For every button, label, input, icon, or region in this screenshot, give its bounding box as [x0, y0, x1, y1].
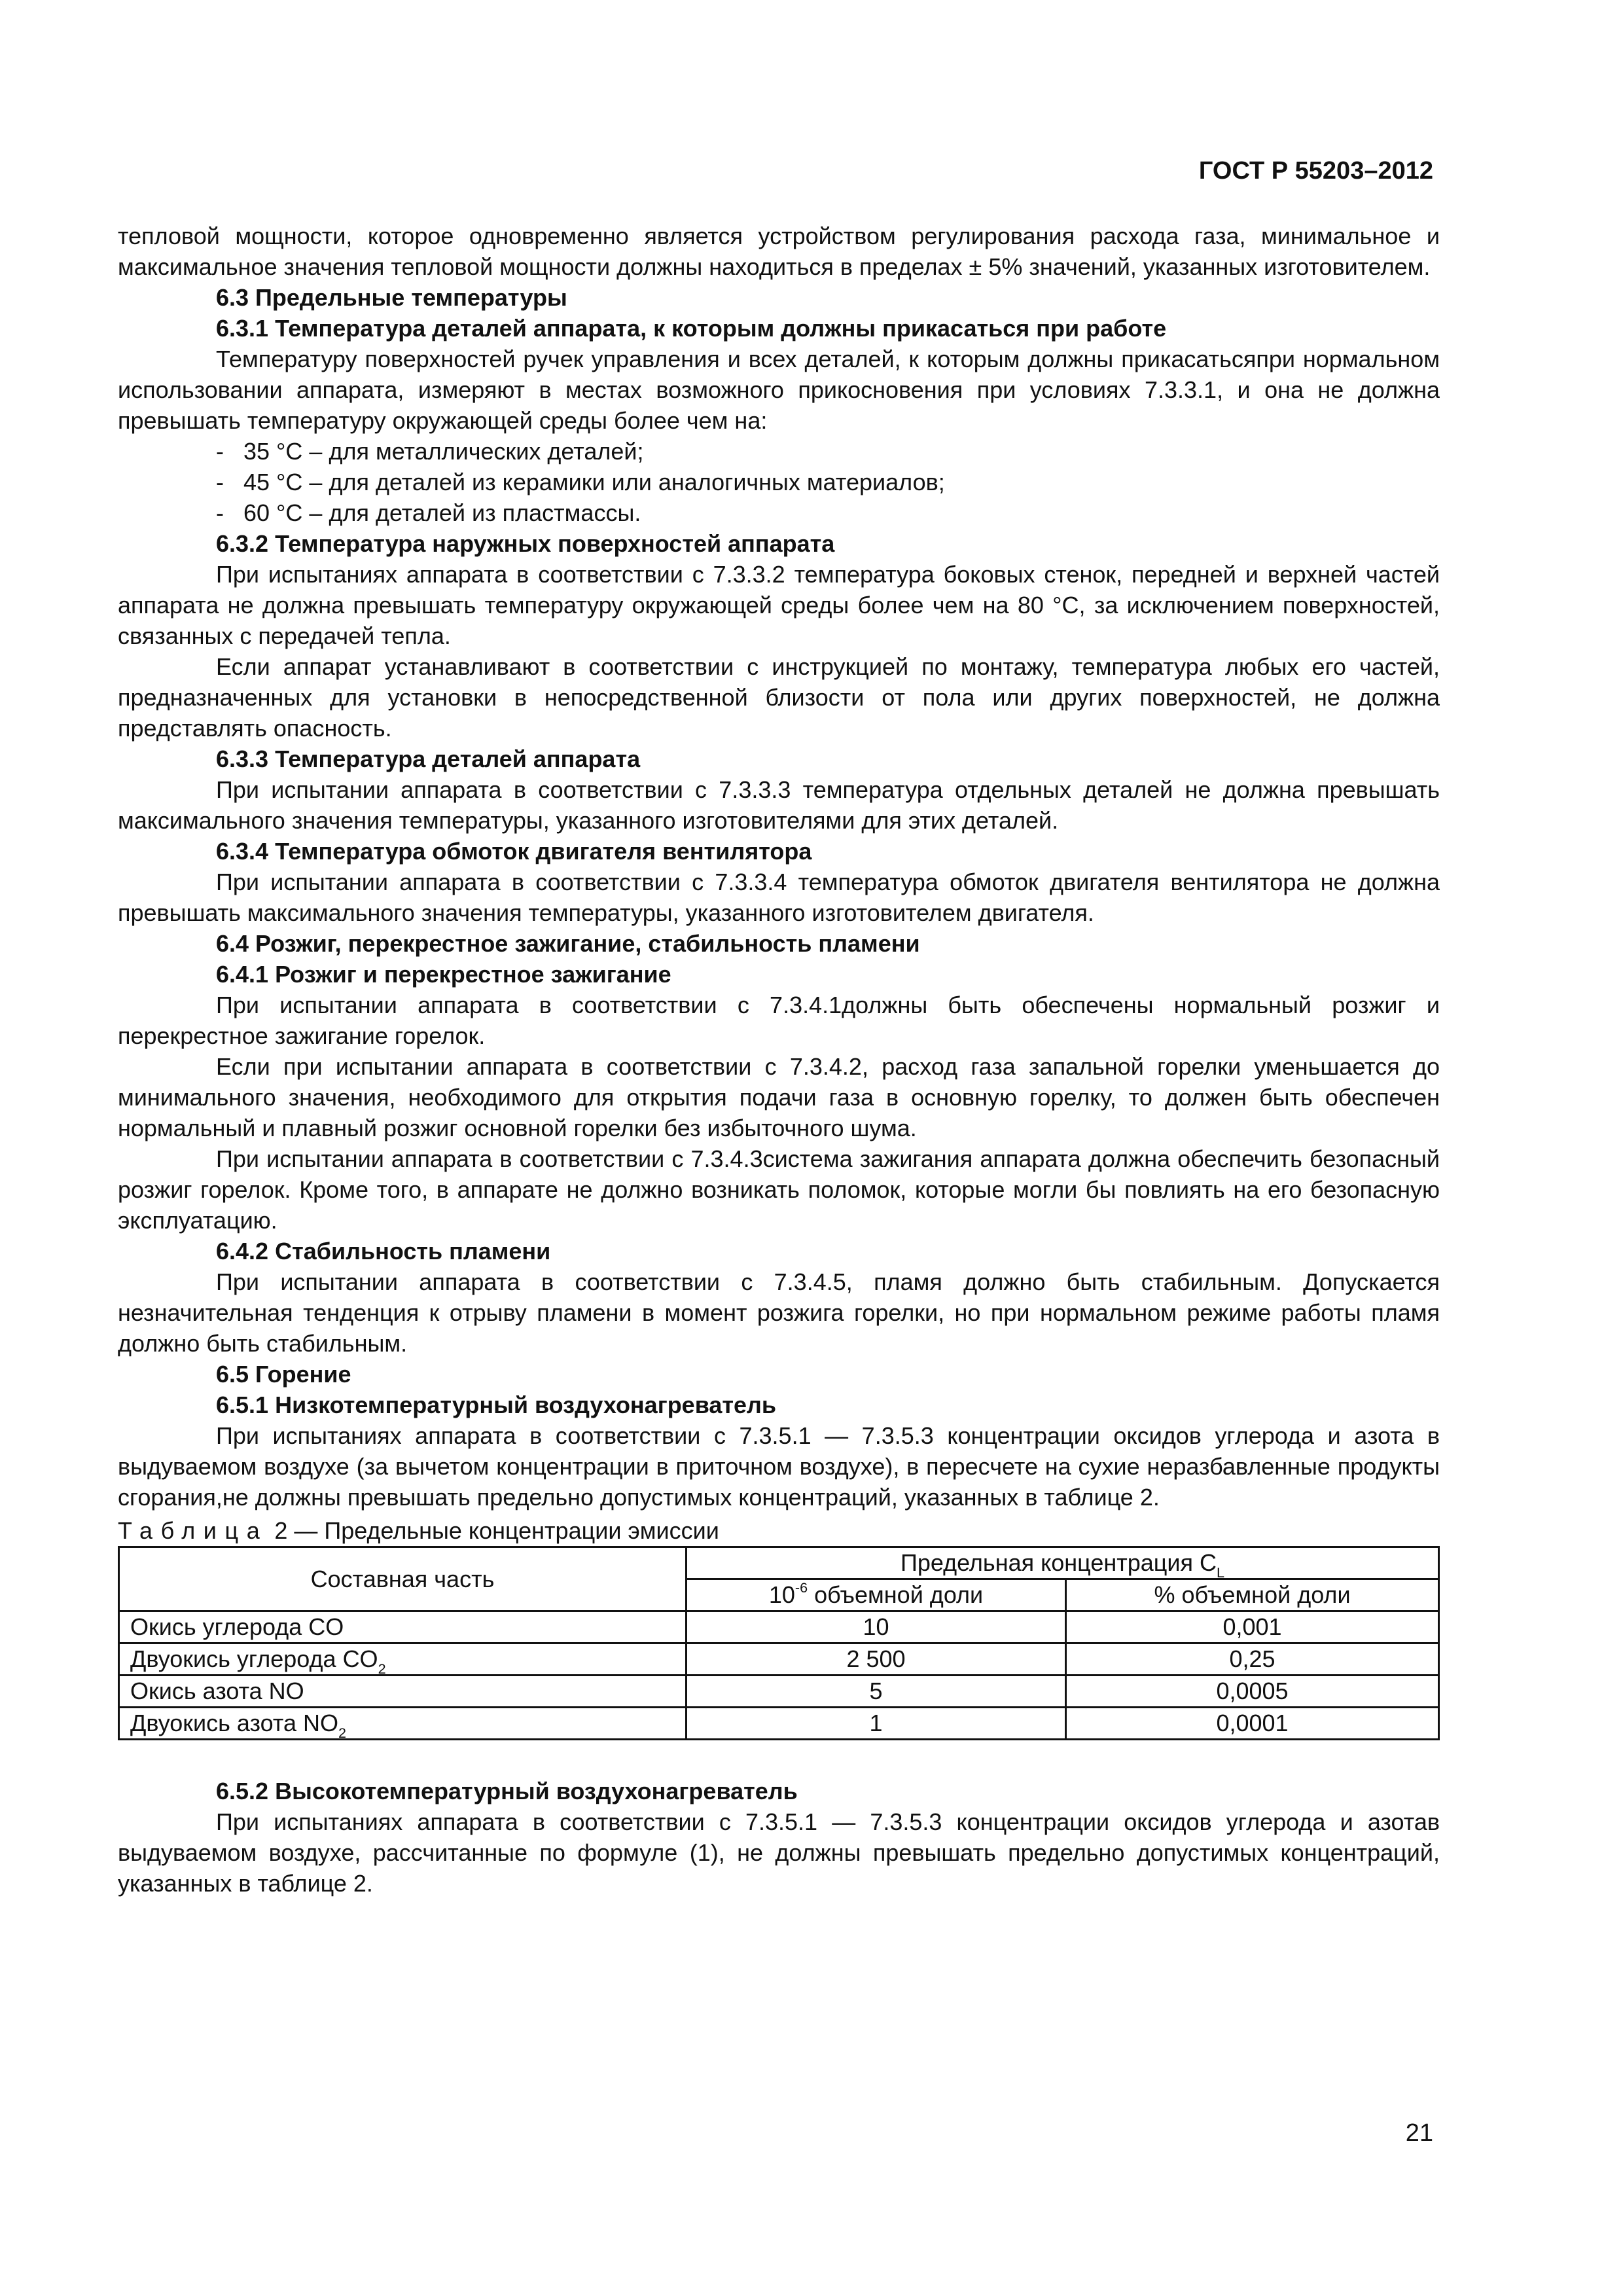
heading-6-5: 6.5 Горение — [216, 1361, 351, 1388]
cell-component — [119, 1611, 687, 1643]
cell-component — [119, 1643, 687, 1676]
header-limit — [687, 1547, 1439, 1579]
paragraph-6-3-1: Температуру поверхностей ручек управления и всех деталей, к которым должны прикасатьсяпри нормальном использовании аппарата, измеряют в местах возможного прикосновения при условиях 7.3.3.1, и она не должна превышать температуру окружающей среды более чем на: — [118, 346, 1440, 434]
heading-6-4-2: 6.4.2 Стабильность пламени — [216, 1238, 551, 1265]
cell-percent: 0,25 — [1066, 1643, 1439, 1676]
standard-number: ГОСТ Р 55203–2012 — [1198, 157, 1433, 185]
table-row — [119, 1611, 1439, 1643]
paragraph-6-3-2-b: Если аппарат устанавливают в соответствии с инструкцией по монтажу, температура любых его частей, предназначенных для установки в непосредственной близости от пола или других поверхностей, не должна представлять опасность. — [118, 653, 1440, 742]
document-body — [118, 221, 1440, 1899]
list-item: - 35 °С – для металлических деталей; — [216, 438, 644, 465]
cell-ppm: 1 — [687, 1708, 1066, 1740]
table-row — [119, 1676, 1439, 1708]
header-ppm-text: объемной доли — [808, 1581, 984, 1608]
emission-table — [118, 1546, 1440, 1740]
cell-percent: 0,0001 — [1066, 1708, 1439, 1740]
table-caption — [118, 1515, 1440, 1546]
header-percent: % объемной доли — [1066, 1579, 1439, 1611]
cell-ppm: 2 500 — [687, 1643, 1066, 1676]
component-name: Окись азота NO — [130, 1677, 304, 1704]
paragraph-6-3-3: При испытании аппарата в соответствии с 7.3.3.3 температура отдельных деталей не должна превышать максимального значения температуры, указанного изготовителями для этих деталей. — [118, 776, 1440, 834]
cell-component — [119, 1708, 687, 1740]
paragraph-6-5-2: При испытаниях аппарата в соответствии с 7.3.5.1 — 7.3.5.3 концентрации оксидов углерода и азотав выдуваемом воздухе, рассчитанные по формуле (1), не должны превышать предельно допустимых концентраций, указанных в таблице 2. — [118, 1808, 1440, 1897]
table-header-row — [119, 1547, 1439, 1579]
heading-6-3-3: 6.3.3 Температура деталей аппарата — [216, 745, 641, 772]
heading-6-5-2: 6.5.2 Высокотемпературный воздухонагреватель — [216, 1778, 798, 1804]
list-item: - 60 °С – для деталей из пластмассы. — [216, 499, 641, 526]
header-limit-text: Предельная концентрация C — [900, 1549, 1217, 1576]
cell-ppm: 10 — [687, 1611, 1066, 1643]
cell-percent: 0,001 — [1066, 1611, 1439, 1643]
cell-percent: 0,0005 — [1066, 1676, 1439, 1708]
paragraph-6-4-1-a: При испытании аппарата в соответствии с 7.3.4.1должны быть обеспечены нормальный розжиг и перекрестное зажигание горелок. — [118, 992, 1440, 1049]
list-item: - 45 °С – для деталей из керамики или аналогичных материалов; — [216, 469, 945, 495]
page-number: 21 — [1405, 2119, 1433, 2147]
paragraph-6-3-2-a: При испытаниях аппарата в соответствии с 7.3.3.2 температура боковых стенок, передней и верхней частей аппарата не должна превышать температуру окружающей среды более чем на 80 °С, за исключением поверхностей, связанных с передачей тепла. — [118, 561, 1440, 649]
header-limit-subscript: L — [1217, 1564, 1225, 1581]
cell-ppm: 5 — [687, 1676, 1066, 1708]
cell-component — [119, 1676, 687, 1708]
table-caption-text: 2 — Предельные концентрации эмиссии — [268, 1517, 719, 1544]
component-name: Окись углерода CO — [130, 1613, 344, 1640]
exponent: -6 — [794, 1579, 808, 1596]
table-row — [119, 1708, 1439, 1740]
heading-6-4: 6.4 Розжиг, перекрестное зажигание, стабильность пламени — [216, 930, 920, 957]
paragraph-6-3-4: При испытании аппарата в соответствии с 7.3.3.4 температура обмоток двигателя вентилятора не должна превышать максимального значения температуры, указанного изготовителем двигателя. — [118, 869, 1440, 926]
heading-6-4-1: 6.4.1 Розжиг и перекрестное зажигание — [216, 961, 671, 988]
paragraph-6-4-1-b: Если при испытании аппарата в соответствии с 7.3.4.2, расход газа запальной горелки уменьшается до минимального значения, необходимого для открытия подачи газа в основную горелку, то должен быть обеспечен нормальный и плавный розжиг основной горелки без избыточного шума. — [118, 1053, 1440, 1141]
subscript: 2 — [338, 1725, 346, 1742]
heading-6-3-4: 6.3.4 Температура обмоток двигателя вентилятора — [216, 838, 812, 865]
heading-6-3: 6.3 Предельные температуры — [216, 284, 567, 311]
heading-6-3-1: 6.3.1 Температура деталей аппарата, к которым должны прикасаться при работе — [216, 315, 1167, 342]
paragraph-6-4-2: При испытании аппарата в соответствии с 7.3.4.5, пламя должно быть стабильным. Допускается незначительная тенденция к отрыву пламени в момент розжига горелки, но при нормальном режиме работы пламя должно быть стабильным. — [118, 1268, 1440, 1357]
paragraph-intro: тепловой мощности, которое одновременно является устройством регулирования расхода газа, минимальное и максимальное значения тепловой мощности должны находиться в пределах ± 5% значений, указанных изготовителем. — [118, 223, 1440, 280]
table-caption-word: Таблица — [118, 1517, 268, 1544]
component-name: Двуокись углерода CO — [130, 1645, 378, 1672]
heading-6-5-1: 6.5.1 Низкотемпературный воздухонагреватель — [216, 1391, 777, 1418]
heading-6-3-2: 6.3.2 Температура наружных поверхностей аппарата — [216, 530, 835, 557]
component-name: Двуокись азота NO — [130, 1710, 338, 1736]
subscript: 2 — [378, 1660, 386, 1677]
table-row — [119, 1643, 1439, 1676]
paragraph-6-4-1-c: При испытании аппарата в соответствии с 7.3.4.3система зажигания аппарата должна обеспечить безопасный розжиг горелок. Кроме того, в аппарате не должно возникать поломок, которые могли бы повлиять на его безопасную эксплуатацию. — [118, 1145, 1440, 1234]
header-component: Составная часть — [119, 1547, 687, 1611]
header-ppm: $10^{-6}$ объемной доли — [687, 1579, 1066, 1611]
paragraph-6-5-1: При испытаниях аппарата в соответствии с 7.3.5.1 — 7.3.5.3 концентрации оксидов углерода и азота в выдуваемом воздухе (за вычетом концентрации в приточном воздухе), в пересчете на сухие неразбавленные продукты сгорания,не должны превышать предельно допустимых концентраций, указанных в таблице 2. — [118, 1422, 1440, 1511]
